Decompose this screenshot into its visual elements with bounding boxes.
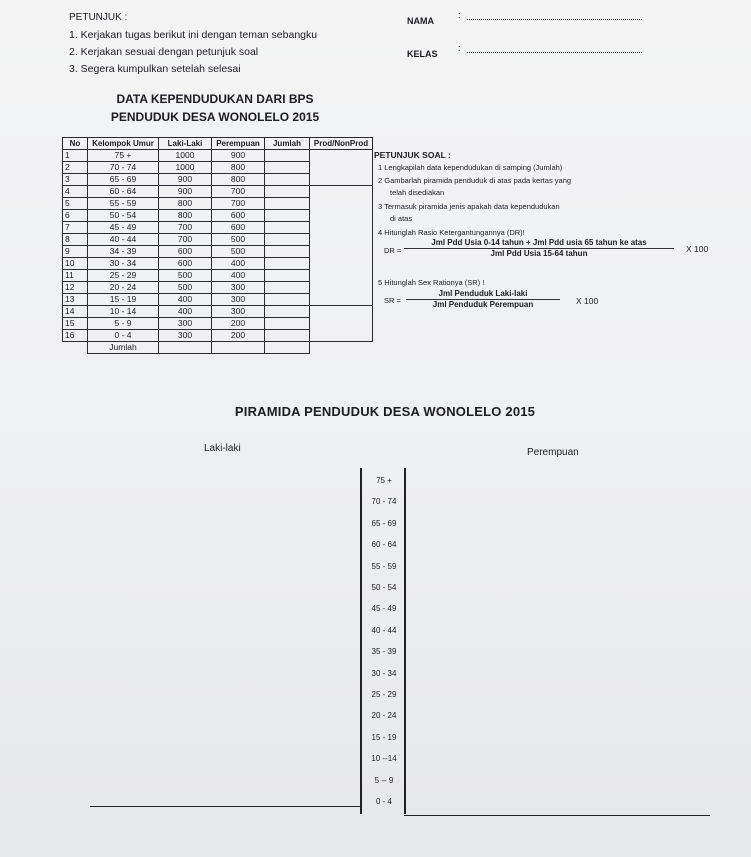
pyramid-title: PIRAMIDA PENDUDUK DESA WONOLELO 2015	[234, 404, 536, 419]
pyramid-right-label: Perempuan	[527, 447, 579, 458]
header-age-group: Kelompok Umur	[88, 138, 159, 150]
instructions-title: PETUNJUK :	[69, 12, 128, 23]
question-2: 2 Gambarlah piramida penduduk di atas pada kertas yang	[378, 176, 572, 185]
question-5: 5 Hitunglah Sex Rationya (SR) !	[378, 278, 485, 287]
row-male: 700	[159, 234, 212, 246]
sr-formula	[406, 289, 560, 309]
dr-numerator: Jml Pdd Usia 0-14 tahun + Jml Pdd usia 65 tahun ke atas	[404, 238, 674, 249]
row-no: 7	[63, 222, 88, 234]
row-age-group: 5 - 9	[88, 318, 159, 330]
row-male: 800	[159, 198, 212, 210]
total-label: Jumlah	[88, 342, 159, 354]
row-total-cell[interactable]	[265, 174, 310, 186]
total-female-cell[interactable]	[212, 342, 265, 354]
header-female: Perempuan	[212, 138, 265, 150]
pyramid-age-label: 35 - 39	[371, 647, 397, 657]
sr-numerator: Jml Penduduk Laki-laki	[406, 289, 560, 300]
row-no: 2	[63, 162, 88, 174]
kelas-input-line[interactable]	[458, 43, 642, 53]
pyramid-age-label: 65 - 69	[371, 518, 397, 528]
row-total-cell[interactable]	[265, 246, 310, 258]
table-row	[63, 186, 373, 198]
row-no: 9	[63, 246, 88, 258]
total-male-cell[interactable]	[159, 342, 212, 354]
row-male: 600	[159, 246, 212, 258]
row-female: 500	[212, 246, 265, 258]
table-total-row	[63, 342, 373, 354]
row-male: 600	[159, 258, 212, 270]
dr-formula	[404, 238, 674, 258]
dr-denominator: Jml Pdd Usia 15-64 tahun	[490, 249, 588, 258]
population-table	[62, 137, 373, 354]
row-age-group: 45 - 49	[88, 222, 159, 234]
pyramid-age-label: 0 - 4	[375, 797, 392, 806]
row-no: 13	[63, 294, 88, 306]
total-total-cell[interactable]	[265, 342, 310, 354]
header-no: No	[63, 138, 88, 150]
row-no: 3	[63, 174, 88, 186]
pyramid-right-baseline	[404, 815, 710, 816]
row-no: 8	[63, 234, 88, 246]
row-no: 4	[63, 186, 88, 198]
row-age-group: 15 - 19	[88, 294, 159, 306]
nama-label: NAMA	[407, 16, 434, 26]
row-age-group: 55 - 59	[88, 198, 159, 210]
pyramid-age-label: 75 +	[376, 476, 392, 485]
row-male: 400	[159, 294, 212, 306]
row-no: 11	[63, 270, 88, 282]
row-male: 300	[159, 330, 212, 342]
table-row	[63, 150, 373, 162]
row-total-cell[interactable]	[265, 294, 310, 306]
row-age-group: 10 - 14	[88, 306, 159, 318]
row-total-cell[interactable]	[265, 306, 310, 318]
data-title: DATA KEPENDUDUKAN DARI BPS	[116, 92, 314, 106]
row-female: 400	[212, 270, 265, 282]
pyramid-age-label: 70 - 74	[371, 497, 397, 507]
row-total-cell[interactable]	[265, 282, 310, 294]
instruction-item-1: 1. Kerjakan tugas berikut ini dengan teman sebangku	[69, 29, 318, 41]
row-age-group: 30 - 34	[88, 258, 159, 270]
row-female: 200	[212, 318, 265, 330]
row-total-cell[interactable]	[265, 234, 310, 246]
question-3-cont: di atas	[390, 214, 413, 223]
pyramid-age-label: 40 - 44	[371, 625, 397, 635]
row-prod-cell[interactable]	[310, 186, 373, 306]
pyramid-age-label: 45 - 49	[371, 604, 397, 614]
pyramid-left-baseline	[90, 806, 361, 807]
question-4: 4 Hitunglah Rasio Ketergantungannya (DR)!	[378, 228, 525, 237]
row-age-group: 65 - 69	[88, 174, 159, 186]
row-no: 14	[63, 306, 88, 318]
header-male: Laki-Laki	[159, 138, 212, 150]
nama-input-line[interactable]	[458, 10, 642, 20]
row-male: 1000	[159, 162, 212, 174]
row-age-group: 70 - 74	[88, 162, 159, 174]
row-male: 500	[159, 282, 212, 294]
row-total-cell[interactable]	[265, 186, 310, 198]
sr-multiplier: X 100	[576, 296, 599, 306]
row-no: 6	[63, 210, 88, 222]
pyramid-age-label: 15 - 19	[371, 732, 397, 742]
kelas-colon: :	[458, 43, 461, 53]
row-male: 900	[159, 186, 212, 198]
dr-label: DR =	[384, 246, 402, 255]
row-female: 200	[212, 330, 265, 342]
kelas-label: KELAS	[407, 49, 438, 59]
row-no: 12	[63, 282, 88, 294]
header-total: Jumlah	[265, 138, 310, 150]
nama-colon: :	[458, 10, 461, 20]
pyramid-age-label: 60 - 64	[371, 540, 397, 550]
row-no: 5	[63, 198, 88, 210]
row-prod-cell[interactable]	[310, 150, 373, 186]
pyramid-age-label: 20 - 24	[371, 711, 397, 721]
row-total-cell[interactable]	[265, 258, 310, 270]
row-total-cell[interactable]	[265, 150, 310, 162]
row-age-group: 20 - 24	[88, 282, 159, 294]
questions-title: PETUNJUK SOAL :	[374, 150, 451, 160]
row-female: 600	[212, 210, 265, 222]
question-3: 3 Termasuk piramida jenis apakah data kependudukan	[378, 202, 560, 211]
row-age-group: 40 - 44	[88, 234, 159, 246]
row-no: 15	[63, 318, 88, 330]
table-row	[63, 306, 373, 318]
row-male: 700	[159, 222, 212, 234]
nama-field	[407, 11, 434, 29]
total-blank-cell	[63, 342, 88, 354]
sr-label: SR =	[384, 296, 401, 305]
sr-denominator: Jml Penduduk Perempuan	[432, 300, 534, 309]
row-male: 1000	[159, 150, 212, 162]
row-total-cell[interactable]	[265, 330, 310, 342]
row-age-group: 75 +	[88, 150, 159, 162]
row-female: 700	[212, 198, 265, 210]
row-total-cell[interactable]	[265, 198, 310, 210]
row-no: 16	[63, 330, 88, 342]
row-female: 800	[212, 174, 265, 186]
row-age-group: 60 - 64	[88, 186, 159, 198]
row-age-group: 34 - 39	[88, 246, 159, 258]
row-no: 1	[63, 150, 88, 162]
row-female: 800	[212, 162, 265, 174]
row-male: 400	[159, 306, 212, 318]
header-prod: Prod/NonProd	[310, 138, 373, 150]
pyramid-age-label: 25 - 29	[371, 690, 397, 699]
row-prod-cell[interactable]	[310, 306, 373, 342]
dr-multiplier: X 100	[686, 244, 709, 254]
row-female: 300	[212, 282, 265, 294]
instruction-item-2: 2. Kerjakan sesuai dengan petunjuk soal	[69, 46, 259, 58]
row-female: 300	[212, 306, 265, 318]
question-1: 1 Lengkapilah data kependudukan di samping (Jumlah)	[378, 163, 563, 172]
row-age-group: 25 - 29	[88, 270, 159, 282]
pyramid-age-label: 50 - 54	[371, 583, 397, 592]
row-total-cell[interactable]	[265, 210, 310, 222]
row-female: 500	[212, 234, 265, 246]
row-age-group: 50 - 54	[88, 210, 159, 222]
row-female: 600	[212, 222, 265, 234]
row-total-cell[interactable]	[265, 318, 310, 330]
pyramid-age-label: 10 --14	[371, 754, 397, 764]
pyramid-age-label: 30 - 34	[371, 668, 397, 678]
pyramid-age-label: 5 -- 9	[374, 775, 394, 785]
row-total-cell[interactable]	[265, 162, 310, 174]
row-female: 700	[212, 186, 265, 198]
row-female: 300	[212, 294, 265, 306]
row-male: 300	[159, 318, 212, 330]
row-no: 10	[63, 258, 88, 270]
pyramid-age-label: 55 - 59	[371, 561, 397, 571]
row-male: 800	[159, 210, 212, 222]
row-female: 400	[212, 258, 265, 270]
row-female: 900	[212, 150, 265, 162]
row-age-group: 0 - 4	[88, 330, 159, 342]
data-subtitle: PENDUDUK DESA WONOLELO 2015	[110, 110, 320, 124]
row-male: 900	[159, 174, 212, 186]
table-header-row	[63, 138, 373, 150]
row-total-cell[interactable]	[265, 270, 310, 282]
pyramid-left-label: Laki-laki	[204, 443, 241, 454]
instruction-item-3: 3. Segera kumpulkan setelah selesai	[69, 63, 241, 75]
row-male: 500	[159, 270, 212, 282]
kelas-field	[407, 44, 438, 62]
row-total-cell[interactable]	[265, 222, 310, 234]
question-2-cont: telah disediakan	[390, 188, 445, 197]
